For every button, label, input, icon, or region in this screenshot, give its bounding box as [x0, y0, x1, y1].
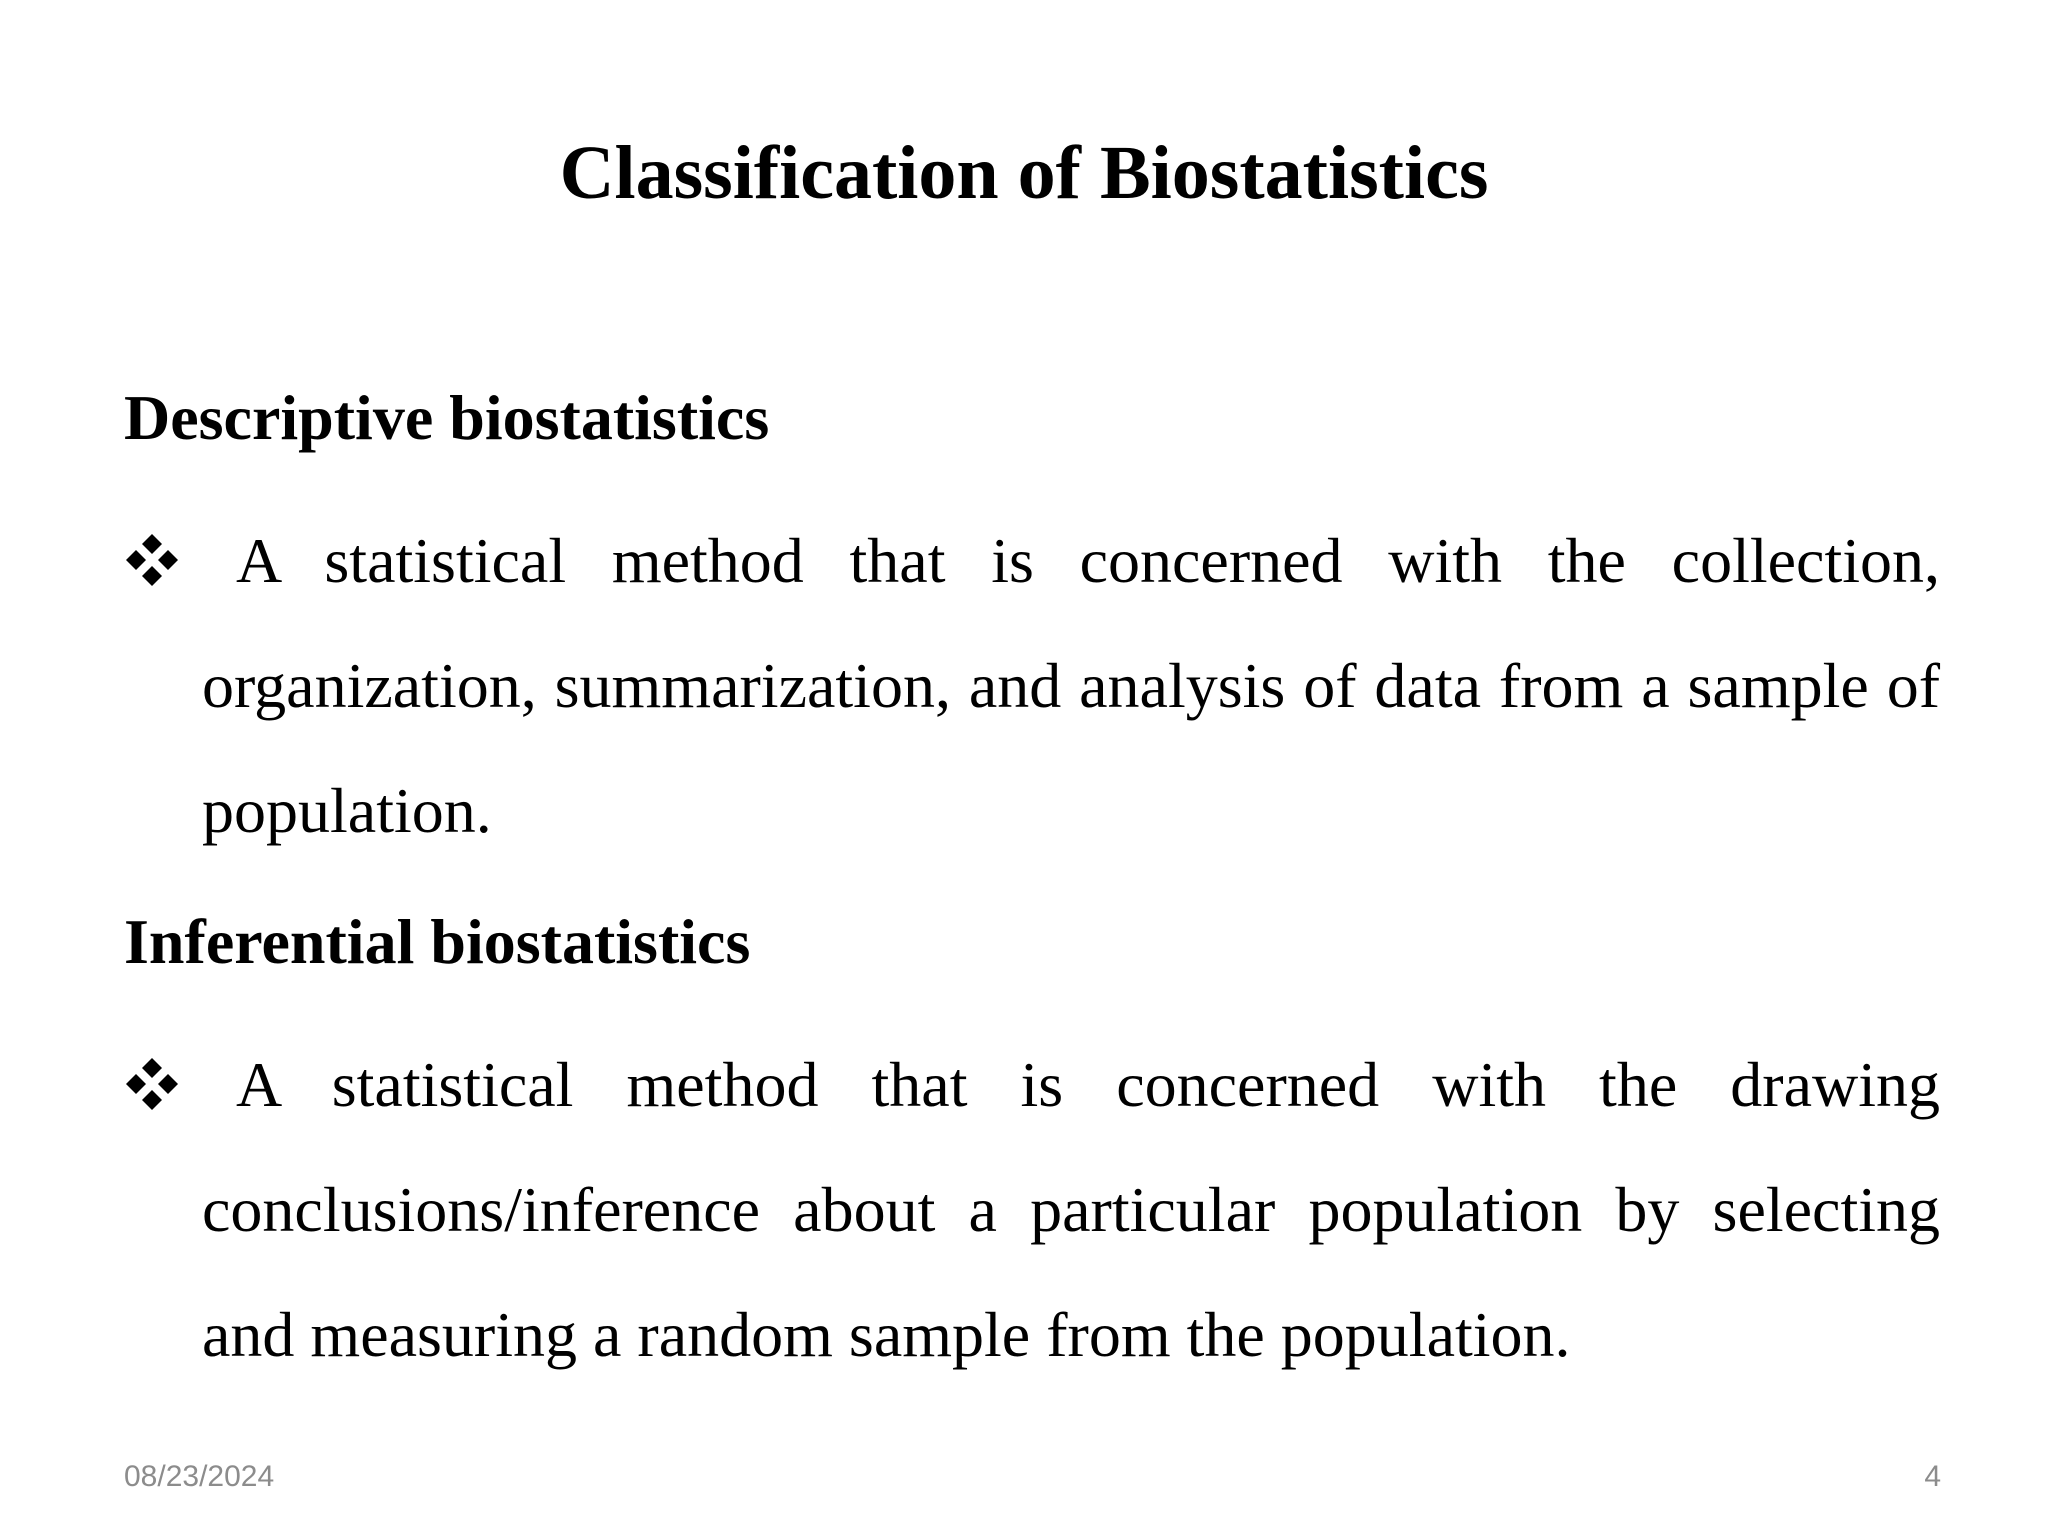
footer-date: 08/23/2024 — [124, 1460, 275, 1493]
footer-page-number: 4 — [1924, 1460, 1941, 1493]
diamond-cluster-icon — [124, 532, 180, 588]
diamond-cluster-icon — [124, 1056, 180, 1112]
bullet-text-inferential: A statistical method that is concerned with the drawing conclusions/inference about a particular population by selecting and measuring a random sample from the population. — [202, 1049, 1940, 1370]
bullet-text-descriptive: A statistical method that is concerned with the collection, organization, summarization, and analysis of data from a sample of population. — [202, 525, 1940, 846]
section-heading-descriptive: Descriptive biostatistics — [124, 382, 770, 453]
section-heading-inferential: Inferential biostatistics — [124, 906, 751, 977]
slide-title: Classification of Biostatistics — [559, 131, 1489, 215]
